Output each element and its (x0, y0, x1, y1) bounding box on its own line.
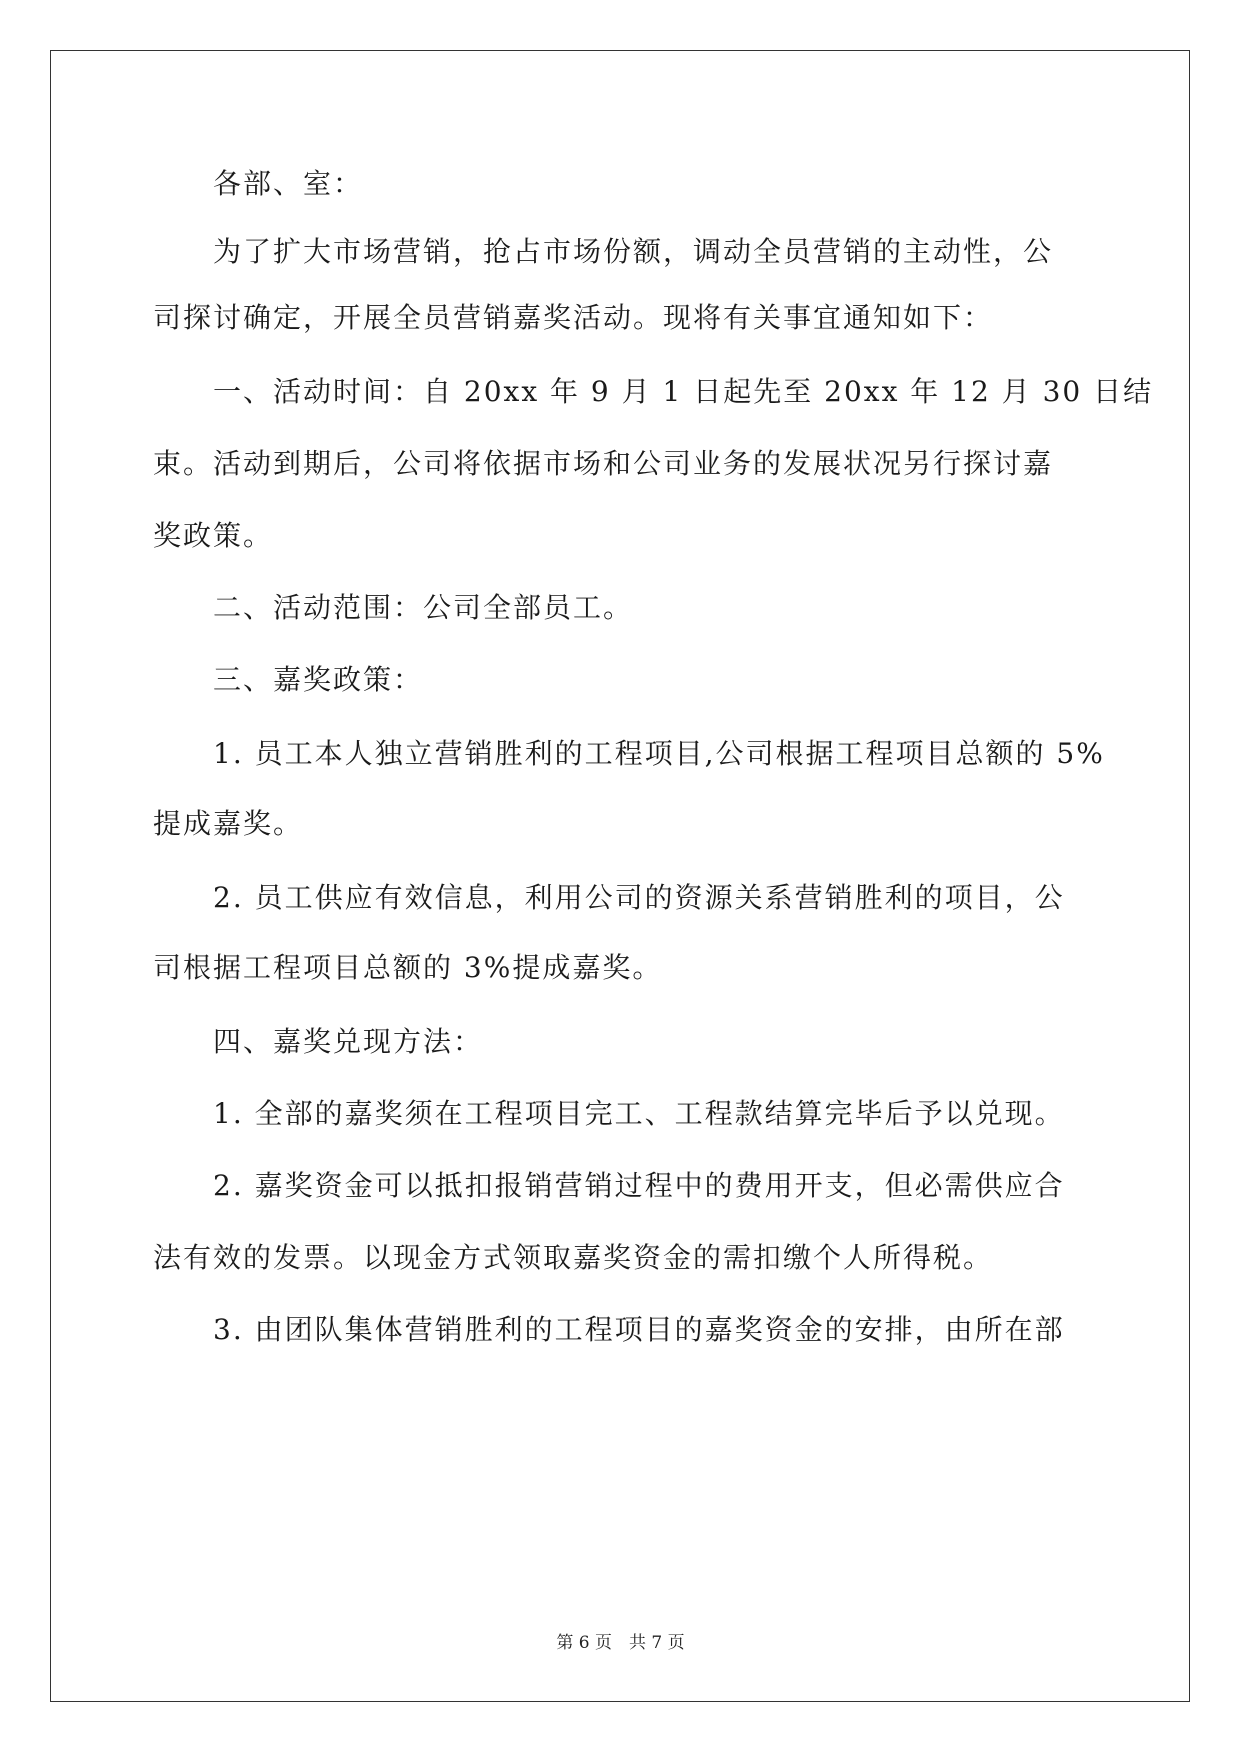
list-item: 2. 嘉奖资金可以抵扣报销营销过程中的费用开支，但必需供应合 (213, 1169, 1065, 1202)
section-heading-scope: 二、活动范围：公司全部员工。 (213, 591, 634, 624)
salutation: 各部、室： (213, 167, 364, 200)
paragraph-line: 司探讨确定，开展全员营销嘉奖活动。现将有关事宜通知如下： (153, 301, 994, 334)
list-item: 2. 员工供应有效信息，利用公司的资源关系营销胜利的项目，公 (213, 881, 1065, 914)
paragraph-line: 束。活动到期后，公司将依据市场和公司业务的发展状况另行探讨嘉 (153, 447, 1054, 480)
paragraph-line: 为了扩大市场营销，抢占市场份额，调动全员营销的主动性，公 (213, 235, 1054, 268)
section-heading-time: 一、活动时间：自 20xx 年 9 月 1 日起先至 20xx 年 12 月 30 日结 (213, 375, 1154, 408)
paragraph-line: 法有效的发票。以现金方式领取嘉奖资金的需扣缴个人所得税。 (153, 1241, 994, 1274)
paragraph-line: 奖政策。 (153, 519, 274, 552)
list-item: 1. 员工本人独立营销胜利的工程项目,公司根据工程项目总额的 5% (213, 737, 1105, 770)
section-heading-redemption: 四、嘉奖兑现方法： (213, 1025, 484, 1058)
paragraph-line: 提成嘉奖。 (153, 807, 304, 840)
list-item: 1. 全部的嘉奖须在工程项目完工、工程款结算完毕后予以兑现。 (213, 1097, 1065, 1130)
paragraph-line: 司根据工程项目总额的 3%提成嘉奖。 (153, 951, 663, 984)
section-heading-policy: 三、嘉奖政策： (213, 663, 424, 696)
page-number: 第 6 页 共 7 页 (556, 1633, 685, 1653)
list-item: 3. 由团队集体营销胜利的工程项目的嘉奖资金的安排，由所在部 (213, 1313, 1065, 1346)
